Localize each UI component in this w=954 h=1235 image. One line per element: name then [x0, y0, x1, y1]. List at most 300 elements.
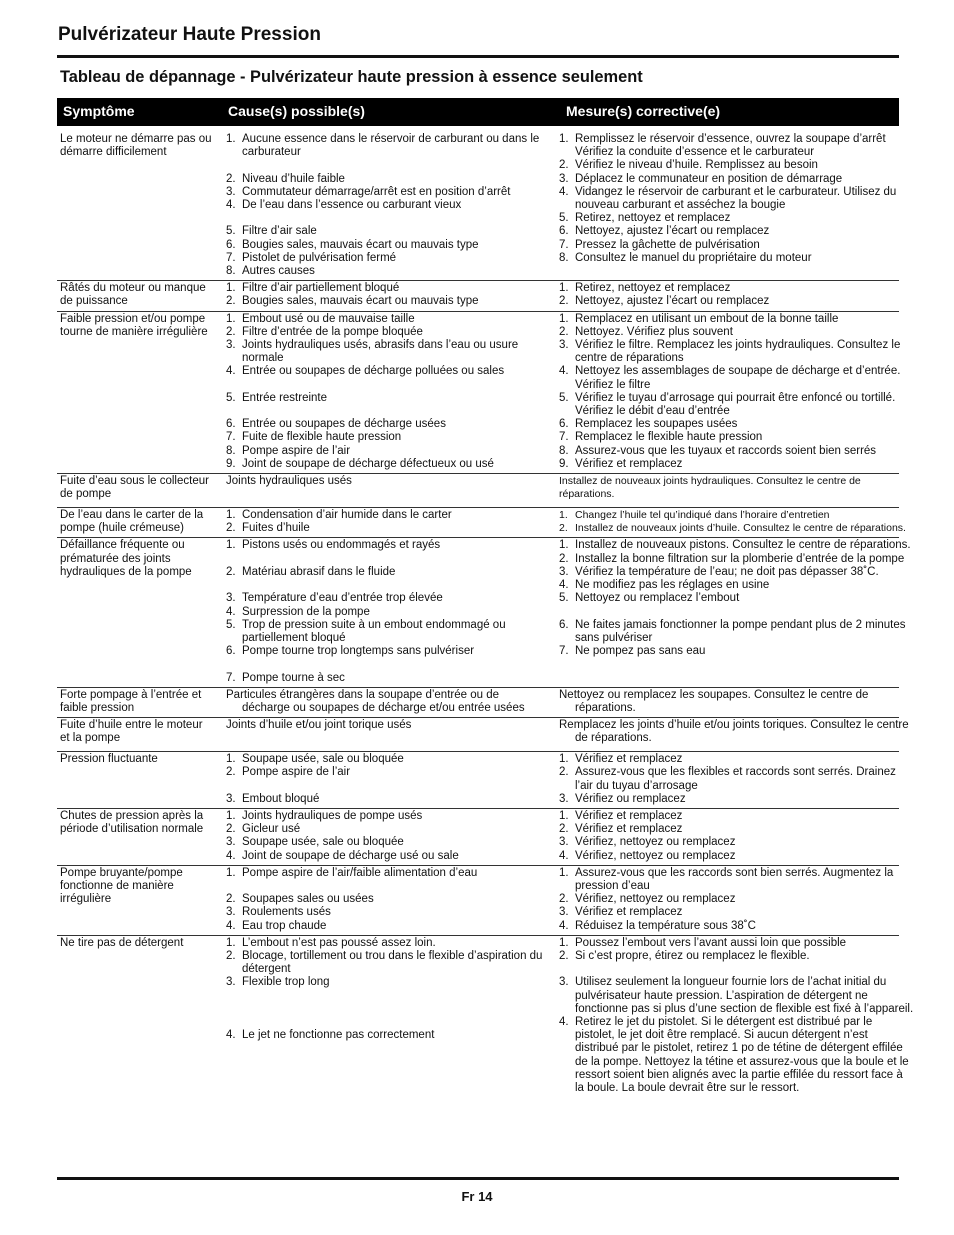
column-header-causes: Cause(s) possible(s) — [228, 103, 365, 119]
list-item — [226, 212, 548, 225]
symptom-cell: Chutes de pression après la période d’utilisation normale — [60, 809, 204, 836]
table-row — [57, 866, 899, 936]
list-item — [226, 689, 548, 715]
table-row — [57, 538, 911, 687]
item-text: Bougies sales, mauvais écart ou mauvais type — [242, 295, 479, 308]
list-item — [226, 793, 548, 806]
item-text: Soupape usée, sale ou bloquée — [242, 836, 404, 849]
list-item — [559, 392, 914, 418]
item-text: Assurez-vous que les flexibles et raccords sont serrés. Drainez l’air du tuyau d’arrosage — [575, 766, 896, 792]
causes-cell — [226, 313, 548, 471]
list-item — [559, 445, 914, 458]
list-item — [226, 672, 548, 685]
item-number: 4. — [559, 365, 569, 378]
item-number: 4. — [226, 605, 236, 618]
item-text: Vérifiez et remplacez — [575, 457, 683, 470]
table-row — [57, 752, 899, 809]
table-row — [57, 132, 899, 281]
list-item — [559, 539, 914, 552]
item-text: Soupapes sales ou usées — [242, 893, 374, 906]
item-number: 4. — [226, 365, 236, 378]
item-number: 4. — [226, 199, 236, 212]
list-item — [226, 392, 548, 405]
item-text: Vérifiez et remplacez — [575, 753, 683, 766]
list-item — [559, 326, 914, 339]
item-text: Embout usé ou de mauvaise taille — [242, 312, 415, 325]
item-text: Ne modifiez pas les réglages en usine — [575, 579, 770, 592]
item-number: 4. — [559, 1015, 569, 1028]
item-text: Pistons usés ou endommagés et rayés — [242, 539, 441, 552]
measures-cell — [559, 539, 914, 658]
item-number: 3. — [559, 906, 569, 919]
item-number: 1. — [226, 133, 236, 145]
item-text: Nettoyez ou remplacez l’embout — [575, 592, 740, 605]
item-number: 4. — [226, 1029, 236, 1042]
list-item — [226, 1016, 548, 1029]
list-item — [559, 976, 914, 1016]
item-text: Vérifiez, nettoyez ou remplacez — [575, 893, 736, 906]
list-item — [226, 893, 548, 906]
item-number: 2. — [226, 949, 236, 962]
item-number: 3. — [226, 185, 236, 198]
item-text: Entrée ou soupapes de décharge usées — [242, 418, 446, 431]
causes-cell — [226, 539, 548, 684]
item-text: Installez de nouveaux joints hydrauliques. Consultez le centre de réparations. — [559, 475, 861, 501]
item-text: Vérifiez le filtre. Remplacez les joints hydrauliques. Consultez le centre de réparations — [575, 339, 901, 365]
list-item — [559, 159, 914, 172]
item-text: Retirez, nettoyez et remplacez — [575, 212, 731, 225]
item-number: 6. — [559, 225, 569, 238]
item-number: 4. — [226, 849, 236, 862]
table-row — [57, 688, 899, 718]
item-number: 4. — [226, 919, 236, 932]
item-text: Assurez-vous que les raccords sont bien serrés. Augmentez la pression d’eau — [575, 866, 894, 892]
item-number: 1. — [559, 133, 569, 145]
list-item — [226, 867, 548, 880]
item-text: Vérifiez et remplacez — [575, 823, 683, 836]
list-item — [226, 920, 548, 933]
list-item — [226, 836, 548, 849]
item-number: 2. — [559, 766, 569, 779]
item-text: Soupape usée, sale ou bloquée — [242, 753, 404, 766]
item-text: Filtre d’entrée de la pompe bloquée — [242, 325, 423, 338]
item-number: 2. — [226, 893, 236, 906]
item-text: Remplacez le flexible haute pression — [575, 431, 763, 444]
item-number: 3. — [559, 565, 569, 578]
item-text: Nettoyez. Vérifiez plus souvent — [575, 325, 733, 338]
item-text: Gicleur usé — [242, 823, 301, 836]
list-item — [559, 509, 914, 522]
item-number: 2. — [226, 172, 236, 185]
list-item — [226, 850, 548, 863]
list-item — [226, 658, 548, 671]
list-item — [226, 186, 548, 199]
item-text: Pompe tourne à sec — [242, 671, 345, 684]
causes-cell — [226, 509, 548, 535]
item-number: 5. — [226, 225, 236, 238]
list-item — [559, 836, 914, 849]
table-row — [57, 474, 899, 508]
troubleshooting-table — [57, 132, 914, 1101]
item-text: Vérifiez et remplacez — [575, 906, 683, 919]
list-item — [226, 780, 548, 793]
item-number: 1. — [226, 509, 236, 522]
item-number: 2. — [226, 823, 236, 836]
measures-cell — [559, 867, 914, 933]
list-item — [559, 719, 914, 745]
symptom-cell: Râtés du moteur ou manque de puissance — [60, 282, 206, 308]
measures-cell — [559, 937, 914, 1095]
list-item — [226, 1029, 548, 1042]
item-number: 1. — [559, 866, 569, 879]
list-item — [559, 458, 914, 471]
list-item — [559, 850, 914, 863]
item-text: Trop de pression suite à un embout endommagé ou partiellement bloqué — [242, 618, 506, 644]
item-number: 3. — [226, 976, 236, 989]
list-item — [559, 1016, 914, 1095]
item-text: Utilisez seulement la longueur fournie lors de l’achat initial du pulvérisateur haute pression. L’aspiration de détergent ne fonctionne pas si plus d’une section de flexible est fixé à l’appareil. — [575, 976, 914, 1015]
measures-cell — [559, 689, 914, 715]
measures-cell — [559, 475, 914, 501]
list-item — [226, 405, 548, 418]
item-number: 6. — [226, 645, 236, 658]
list-item — [559, 867, 914, 893]
item-text: Joints hydrauliques usés — [226, 475, 352, 488]
list-item — [226, 173, 548, 186]
item-number: 7. — [559, 645, 569, 658]
item-number: 9. — [226, 457, 236, 470]
list-item — [559, 365, 914, 391]
table-title: Tableau de dépannage - Pulvérizateur haute pression à essence seulement — [60, 68, 643, 86]
item-number: 5. — [226, 391, 236, 404]
item-number: 2. — [559, 552, 569, 565]
list-item — [559, 313, 914, 326]
item-text: Pompe aspire de l’air — [242, 766, 351, 779]
list-item — [559, 645, 914, 658]
list-item — [559, 606, 914, 619]
item-number: 1. — [226, 936, 236, 949]
list-item — [226, 950, 548, 976]
list-item — [559, 823, 914, 836]
item-number: 5. — [226, 618, 236, 631]
list-item — [226, 365, 548, 378]
item-text: Consultez le manuel du propriétaire du moteur — [575, 251, 812, 264]
item-text: Entrée restreinte — [242, 391, 328, 404]
list-item — [226, 766, 548, 779]
item-text: Vérifiez la température de l’eau; ne doit pas dépasser 38˚C. — [575, 565, 879, 578]
table-row — [57, 809, 899, 866]
table-row — [57, 312, 899, 474]
list-item — [559, 592, 914, 605]
symptom-cell: De l’eau dans le carter de la pompe (huile crémeuse) — [60, 509, 204, 535]
item-text: Blocage, tortillement ou trou dans le flexible d’aspiration du détergent — [242, 949, 543, 976]
item-text: Vérifiez et remplacez — [575, 809, 683, 822]
item-text: Vérifiez, nettoyez ou remplacez — [575, 849, 736, 862]
item-text: Retirez, nettoyez et remplacez — [575, 282, 731, 295]
measures-cell — [559, 810, 914, 863]
item-text: Si c’est propre, étirez ou remplacez le flexible. — [575, 949, 810, 962]
item-number: 1. — [226, 312, 236, 325]
item-text: Autres causes — [242, 265, 315, 278]
list-item — [226, 592, 548, 605]
item-number: 6. — [559, 418, 569, 431]
item-number: 7. — [226, 431, 236, 444]
item-number: 1. — [559, 282, 569, 295]
list-item — [559, 212, 914, 225]
item-text: Filtre d’air partiellement bloqué — [242, 282, 400, 295]
item-text: Température d’eau d’entrée trop élevée — [242, 592, 443, 605]
list-item — [226, 313, 548, 326]
item-text: Matériau abrasif dans le fluide — [242, 565, 396, 578]
list-item — [226, 133, 548, 159]
list-item — [226, 976, 548, 989]
item-number: 3. — [559, 976, 569, 989]
list-item — [559, 225, 914, 238]
item-text: Le jet ne fonctionne pas correctement — [242, 1029, 435, 1042]
list-item — [226, 159, 548, 172]
list-item — [559, 950, 914, 963]
list-item — [559, 619, 914, 645]
list-item — [226, 990, 548, 1003]
list-item — [226, 719, 548, 732]
item-number: 8. — [559, 251, 569, 264]
item-number: 8. — [226, 265, 236, 278]
causes-cell — [226, 753, 548, 806]
item-text: Embout bloqué — [242, 792, 320, 805]
item-text: Nettoyez, ajustez l’écart ou remplacez — [575, 225, 770, 238]
item-number: 2. — [226, 295, 236, 308]
table-row — [57, 281, 899, 311]
table-row — [57, 936, 914, 1101]
measures-cell — [559, 719, 914, 745]
item-text: De l’eau dans l’essence ou carburant vieux — [242, 199, 462, 212]
list-item — [226, 252, 548, 265]
item-number: 3. — [226, 339, 236, 352]
symptom-cell: Pression fluctuante — [60, 753, 158, 766]
item-text: Remplacez les joints d’huile et/ou joints toriques. Consultez le centre de réparations. — [559, 719, 909, 745]
item-text: Installez de nouveaux pistons. Consultez le centre de réparations. — [575, 539, 911, 552]
list-item — [559, 339, 914, 365]
list-item — [226, 418, 548, 431]
item-text: Condensation d’air humide dans le carter — [242, 509, 452, 522]
item-text: Déplacez le communateur en position de démarrage — [575, 172, 843, 185]
measures-cell — [559, 282, 914, 308]
list-item — [226, 522, 548, 535]
item-text: Particules étrangères dans la soupape d’entrée ou de décharge ou soupapes de décharge et/ou entrée usées — [226, 688, 525, 714]
item-text: Joints hydrauliques de pompe usés — [242, 809, 423, 822]
item-number: 1. — [226, 866, 236, 879]
list-item — [559, 963, 914, 976]
list-item — [559, 295, 914, 308]
item-number: 2. — [226, 565, 236, 578]
item-number: 8. — [226, 444, 236, 457]
item-number: 1. — [226, 809, 236, 822]
item-number: 4. — [559, 849, 569, 862]
item-text: Entrée ou soupapes de décharge polluées ou sales — [242, 365, 505, 378]
item-text: Nettoyez les assemblages de soupape de décharge et d’entrée. Vérifiez le filtre — [575, 365, 901, 391]
top-divider — [57, 55, 899, 58]
list-item — [559, 906, 914, 919]
item-text: Remplissez le réservoir d’essence, ouvrez la soupape d’arrêt Vérifiez la conduite d’essence et le carburateur — [575, 133, 886, 159]
symptom-cell: Le moteur ne démarre pas ou démarre difficilement — [60, 133, 212, 159]
list-item — [559, 418, 914, 431]
item-number: 7. — [226, 251, 236, 264]
item-number: 9. — [559, 457, 569, 470]
item-text: Installez de nouveaux joints d’huile. Consultez le centre de réparations. — [575, 522, 906, 535]
symptom-cell: Pompe bruyante/pompe fonctionne de manière irrégulière — [60, 866, 183, 906]
causes-cell — [226, 133, 548, 278]
item-number: 7. — [559, 238, 569, 251]
page-title: Pulvérizateur Haute Pression — [58, 24, 321, 45]
list-item — [559, 133, 914, 159]
item-text: Fuite de flexible haute pression — [242, 431, 402, 444]
list-item — [226, 445, 548, 458]
item-text: Joint de soupape de décharge défectueux ou usé — [242, 457, 494, 470]
item-text: Joints d’huile et/ou joint torique usés — [226, 719, 412, 732]
list-item — [226, 282, 548, 295]
item-text: Pompe aspire de l’air/faible alimentation d’eau — [242, 866, 478, 879]
list-item — [559, 793, 914, 806]
item-text: Pistolet de pulvérisation fermé — [242, 251, 397, 264]
measures-cell — [559, 509, 914, 535]
symptom-cell: Défaillance fréquente ou prématurée des joints hydrauliques de la pompe — [60, 539, 192, 578]
item-number: 1. — [559, 539, 569, 552]
item-text: Flexible trop long — [242, 976, 330, 989]
list-item — [559, 173, 914, 186]
list-item — [559, 766, 914, 792]
list-item — [226, 753, 548, 766]
item-number: 6. — [226, 238, 236, 251]
item-number: 3. — [226, 792, 236, 805]
list-item — [559, 553, 914, 566]
item-number: 4. — [559, 579, 569, 592]
item-number: 6. — [226, 418, 236, 431]
symptom-cell: Forte pompage à l’entrée et faible pression — [60, 688, 202, 714]
measures-cell — [559, 313, 914, 471]
item-text: Retirez le jet du pistolet. Si le détergent est distribué par le pistolet, le jet doit être remplacé. Si aucun détergent n’est distribué par le pistolet, retirez 1 po de tétine de détergent effilée de la pompe. Nettoyez la tétine et assurez-vous que la boule et le ressort soient bien alignés avec la partie effilée du ressort face à la boule. La boule devrait être sur le ressort. — [575, 1015, 909, 1094]
causes-cell — [226, 867, 548, 933]
column-header-symptom: Symptôme — [63, 103, 135, 119]
item-number: 3. — [559, 792, 569, 805]
list-item — [226, 579, 548, 592]
list-item — [559, 566, 914, 579]
list-item — [226, 1003, 548, 1016]
item-number: 7. — [559, 431, 569, 444]
symptom-cell: Faible pression et/ou pompe tourne de manière irrégulière — [60, 312, 208, 338]
list-item — [226, 339, 548, 365]
causes-cell — [226, 689, 548, 715]
item-text: Assurez-vous que les tuyaux et raccords soient bien serrés — [575, 444, 877, 457]
list-item — [226, 431, 548, 444]
list-item — [559, 475, 914, 501]
item-text: Fuites d’huile — [242, 522, 310, 535]
list-item — [559, 252, 914, 265]
list-item — [559, 937, 914, 950]
symptom-cell: Fuite d’huile entre le moteur et la pompe — [60, 719, 203, 745]
item-text: Vérifiez ou remplacez — [575, 792, 686, 805]
item-text: Pompe tourne trop longtemps sans pulvériser — [242, 645, 475, 658]
item-number: 4. — [559, 919, 569, 932]
list-item — [226, 553, 548, 566]
list-item — [559, 239, 914, 252]
symptom-cell: Ne tire pas de détergent — [60, 936, 184, 949]
item-number: 2. — [226, 325, 236, 338]
list-item — [559, 689, 914, 715]
item-text: Poussez l’embout vers l’avant aussi loin que possible — [575, 936, 847, 949]
list-item — [226, 509, 548, 522]
list-item — [226, 458, 548, 471]
list-item — [559, 431, 914, 444]
list-item — [226, 606, 548, 619]
list-item — [559, 579, 914, 592]
causes-cell — [226, 475, 548, 488]
item-number: 2. — [226, 766, 236, 779]
item-text: Ne faites jamais fonctionner la pompe pendant plus de 2 minutes sans pulvériser — [575, 618, 906, 644]
item-text: Pompe aspire de l’air — [242, 444, 351, 457]
item-text: Joint de soupape de décharge usé ou sale — [242, 849, 459, 862]
list-item — [559, 893, 914, 906]
measures-cell — [559, 133, 914, 265]
item-number: 1. — [559, 753, 569, 766]
list-item — [226, 880, 548, 893]
item-text: Eau trop chaude — [242, 919, 327, 932]
item-number: 3. — [226, 592, 236, 605]
item-text: Joints hydrauliques usés, abrasifs dans l’eau ou usure normale — [242, 339, 519, 365]
item-text: L’embout n’est pas poussé assez loin. — [242, 936, 436, 949]
item-number: 2. — [559, 522, 568, 535]
list-item — [559, 753, 914, 766]
item-number: 4. — [559, 185, 569, 198]
item-number: 6. — [559, 618, 569, 631]
list-item — [226, 823, 548, 836]
item-number: 5. — [559, 391, 569, 404]
list-item — [226, 937, 548, 950]
item-number: 2. — [559, 325, 569, 338]
item-text: Pressez la gâchette de pulvérisation — [575, 238, 760, 251]
item-text: Remplacez en utilisant un embout de la bonne taille — [575, 312, 839, 325]
list-item — [559, 186, 914, 212]
list-item — [226, 810, 548, 823]
item-text: Vidangez le réservoir de carburant et le carburateur. Utilisez du nouveau carburant et asséchez la bougie — [575, 185, 897, 212]
item-number: 1. — [559, 509, 568, 522]
item-number: 3. — [559, 836, 569, 849]
item-number: 1. — [226, 753, 236, 766]
list-item — [226, 326, 548, 339]
item-text: Bougies sales, mauvais écart ou mauvais type — [242, 238, 479, 251]
list-item — [226, 539, 548, 552]
list-item — [226, 566, 548, 579]
list-item — [226, 199, 548, 212]
item-text: Changez l’huile tel qu’indiqué dans l’horaire d’entretien — [575, 509, 830, 522]
list-item — [226, 906, 548, 919]
item-number: 5. — [559, 592, 569, 605]
item-number: 1. — [226, 539, 236, 552]
list-item — [226, 225, 548, 238]
item-text: Réduisez la température sous 38˚C — [575, 919, 756, 932]
item-text: Filtre d’air sale — [242, 225, 317, 238]
causes-cell — [226, 810, 548, 863]
item-number: 3. — [226, 906, 236, 919]
item-text: Remplacez les soupapes usées — [575, 418, 738, 431]
item-number: 1. — [559, 312, 569, 325]
item-text: Installez la bonne filtration sur la plomberie d’entrée de la pompe — [575, 552, 905, 565]
item-number: 2. — [559, 823, 569, 836]
item-number: 2. — [559, 295, 569, 308]
column-header-measures: Mesure(s) corrective(e) — [566, 103, 721, 119]
list-item — [226, 265, 548, 278]
item-text: Niveau d’huile faible — [242, 172, 345, 185]
item-text: Vérifiez, nettoyez ou remplacez — [575, 836, 736, 849]
